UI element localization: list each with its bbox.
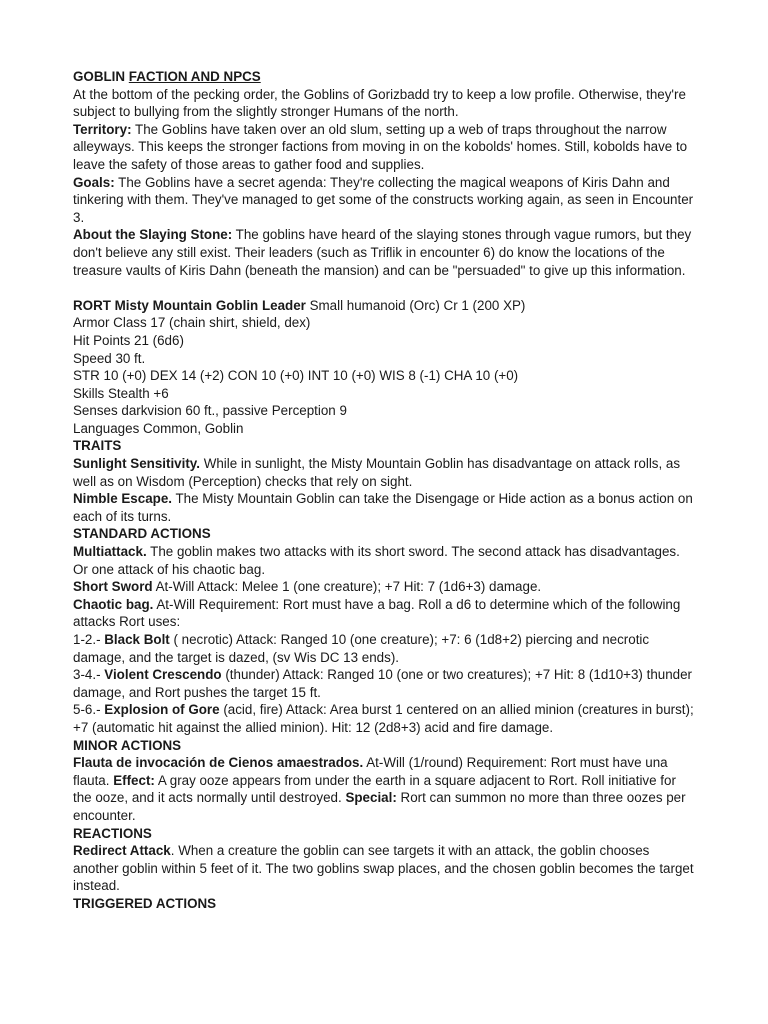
- title-prefix: GOBLIN: [73, 69, 129, 84]
- roll-5-6-prefix: 5-6.-: [73, 702, 105, 718]
- ability-scores: STR 10 (+0) DEX 14 (+2) CON 10 (+0) INT 10 (+0) WIS 8 (-1) CHA 10 (+0): [73, 368, 519, 384]
- statblock-header: [73, 297, 698, 315]
- sunlight-sensitivity-trait: [73, 455, 698, 490]
- black-bolt-label: Black Bolt: [104, 632, 170, 647]
- short-sword-text: At-Will Attack: Melee 1 (one creature); +7 Hit: 7 (1d6+3) damage.: [152, 579, 542, 595]
- roll-3-4-prefix: 3-4.-: [73, 667, 105, 683]
- redirect-attack-reaction: [73, 842, 698, 895]
- title-underlined: FACTION AND NPCS: [128, 69, 261, 84]
- statblock-name: RORT Misty Mountain Goblin Leader: [73, 297, 306, 313]
- hit-points: Hit Points 21 (6d6): [73, 332, 184, 348]
- flute-action: [73, 754, 698, 824]
- chaotic-bag-action: [73, 596, 698, 631]
- goals-paragraph: [73, 174, 698, 227]
- black-bolt-text: ( necrotic) Attack: Ranged 10 (one creature); +7: 6 (1d8+2) piercing and necrotic damage, and the target is dazed, (sv Wis DC 13 ends).: [73, 632, 650, 665]
- territory-label: Territory:: [73, 121, 132, 137]
- chaotic-bag-roll-1-2: [73, 631, 698, 666]
- flute-text-2: A gray ooze appears from under the earth in a square adjacent to Rort. Roll initiative for the ooze, and it acts normally until destroyed.: [73, 772, 676, 806]
- languages: Languages Common, Goblin: [73, 420, 244, 436]
- flute-label: Flauta de invocación de Cienos amaestrados.: [73, 755, 364, 771]
- explosion-of-gore-label: Explosion of Gore: [104, 702, 220, 718]
- goals-text: The Goblins have a secret agenda: They're collecting the magical weapons of Kiris Dahn and tinkering with them. They've managed to get some of the constructs working again, as seen in Encounter 3.: [73, 174, 694, 225]
- speed: Speed 30 ft.: [73, 350, 146, 366]
- armor-class: Armor Class 17 (chain shirt, shield, dex): [73, 315, 311, 331]
- standard-actions-heading: STANDARD ACTIONS: [73, 526, 211, 542]
- redirect-attack-label: Redirect Attack: [73, 843, 171, 859]
- skills: Skills Stealth +6: [73, 385, 169, 401]
- triggered-actions-heading: TRIGGERED ACTIONS: [73, 895, 217, 911]
- sunlight-sensitivity-label: Sunlight Sensitivity.: [73, 456, 200, 472]
- minor-actions-heading: MINOR ACTIONS: [73, 737, 182, 753]
- traits-heading: TRAITS: [73, 438, 122, 454]
- slaying-stone-label: About the Slaying Stone:: [73, 227, 233, 243]
- flute-text-1: At-Will (1/round) Requirement: Rort must have una flauta.: [73, 755, 668, 788]
- multiattack-action: [73, 543, 698, 578]
- effect-label: Effect:: [113, 772, 155, 788]
- goals-label: Goals:: [73, 174, 115, 190]
- chaotic-bag-roll-3-4: [73, 666, 698, 701]
- intro-paragraph: At the bottom of the pecking order, the Goblins of Gorizbadd try to keep a low profile. Otherwise, they're subject to bullying from the slightly stronger Humans of the north.: [73, 86, 686, 120]
- flute-text-3: Rort can summon no more than three oozes per encounter.: [73, 790, 686, 823]
- chaotic-bag-label: Chaotic bag.: [73, 596, 154, 612]
- redirect-attack-text: . When a creature the goblin can see targets it with an attack, the goblin chooses another goblin within 5 feet of it. The two goblins swap places, and the chosen goblin becomes the target instead.: [73, 843, 694, 894]
- reactions-heading: REACTIONS: [73, 825, 152, 841]
- document-title: [73, 68, 698, 86]
- territory-paragraph: [73, 121, 698, 174]
- multiattack-label: Multiattack.: [73, 544, 147, 560]
- special-label: Special:: [345, 790, 397, 806]
- short-sword-label: Short Sword: [73, 579, 153, 595]
- statblock-type: Small humanoid (Orc) Cr 1 (200 XP): [305, 297, 526, 313]
- territory-text: The Goblins have taken over an old slum, setting up a web of traps throughout the narrow alleyways. This keeps the stronger factions from moving in on the kobolds' homes. Still, kobolds have to leave the safety of those areas to gather food and supplies.: [73, 121, 688, 172]
- nimble-escape-trait: [73, 490, 698, 525]
- sunlight-sensitivity-text: While in sunlight, the Misty Mountain Goblin has disadvantage on attack rolls, as well as on Wisdom (Perception) checks that rely on sight.: [73, 456, 681, 489]
- violent-crescendo-text: (thunder) Attack: Ranged 10 (one or two creatures); +7 Hit: 8 (1d10+3) thunder damage, and Rort pushes the target 15 ft.: [73, 667, 693, 700]
- section-spacer: [73, 279, 698, 297]
- violent-crescendo-label: Violent Crescendo: [104, 667, 222, 683]
- slaying-stone-paragraph: [73, 226, 698, 279]
- chaotic-bag-roll-5-6: [73, 701, 698, 736]
- senses: Senses darkvision 60 ft., passive Perception 9: [73, 403, 347, 419]
- nimble-escape-label: Nimble Escape.: [73, 491, 172, 507]
- nimble-escape-text: The Misty Mountain Goblin can take the Disengage or Hide action as a bonus action on each of its turns.: [73, 491, 693, 524]
- short-sword-action: [73, 578, 698, 596]
- chaotic-bag-text: At-Will Requirement: Rort must have a bag. Roll a d6 to determine which of the following attacks Rort uses:: [73, 596, 681, 630]
- multiattack-text: The goblin makes two attacks with its short sword. The second attack has disadvantages. Or one attack of his chaotic bag.: [73, 544, 680, 577]
- roll-1-2-prefix: 1-2.-: [73, 632, 105, 647]
- explosion-of-gore-text: (acid, fire) Attack: Area burst 1 centered on an allied minion (creatures in burst); +7 (automatic hit against the allied minion). Hit: 12 (2d8+3) acid and fire damage.: [73, 702, 694, 735]
- slaying-stone-text: The goblins have heard of the slaying stones through vague rumors, but they don't believe any still exist. Their leaders (such as Triflik in encounter 6) do know the locations of the treasure vaults of Kiris Dahn (beneath the mansion) and can be "persuaded" to give up this information.: [73, 227, 692, 278]
